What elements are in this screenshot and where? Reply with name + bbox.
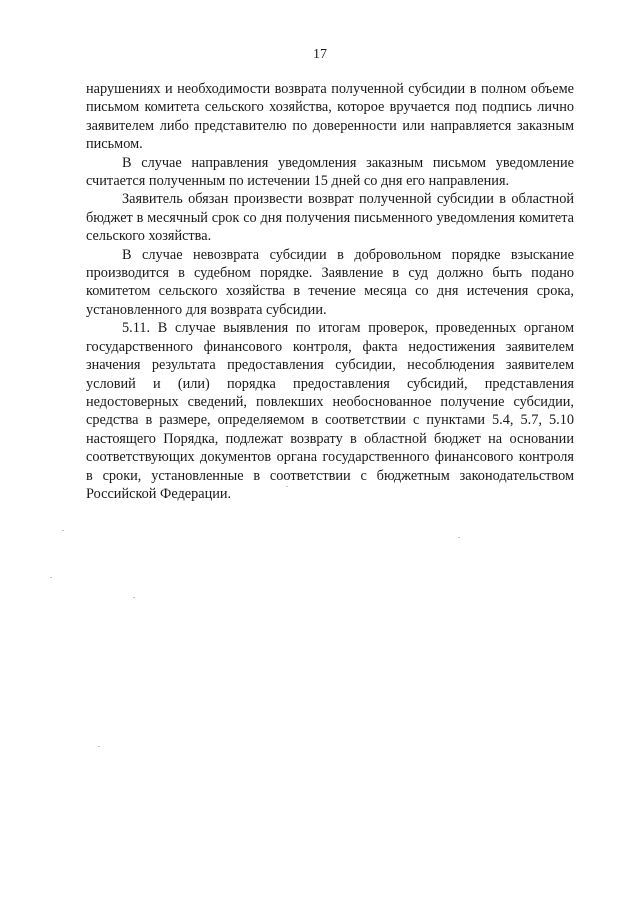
- paragraph-1: нарушениях и необходимости возврата полученной субсидии в полном объеме письмом комитета сельского хозяйства, которое вручается под подпись лично заявителем либо представителю по доверенности или направляется заказным письмом.: [86, 81, 574, 153]
- body-text: [86, 80, 574, 503]
- paragraph-2: В случае направления уведомления заказным письмом уведомление считается полученным по истечении 15 дней со дня его направления.: [86, 154, 574, 190]
- paragraph-3: Заявитель обязан произвести возврат полученной субсидии в областной бюджет в месячный срок со дня получения письменного уведомления комитета сельского хозяйства.: [86, 191, 574, 245]
- scan-speck: [98, 746, 100, 747]
- scan-speck: [458, 537, 460, 538]
- paragraph-5: 5.11. В случае выявления по итогам проверок, проведенных органом государственного финансового контроля, факта недостижения заявителем значения результата предоставления субсидии, несоблюдения заявителем условий и (или) порядка предоставления субсидий, представления недостоверных сведений, повлекших необоснованное получение субсидии, средства в размере, определяемом в соответствии с пунктами 5.4, 5.7, 5.10 настоящего Порядка, подлежат возврату в областной бюджет на основании соответствующих документов органа государственного финансового контроля в сроки, установленные в соответствии с бюджетным законодательством Российской Федерации.: [86, 320, 574, 502]
- scan-speck: [286, 486, 288, 487]
- scan-speck: [50, 577, 52, 578]
- paragraph-4: В случае невозврата субсидии в добровольном порядке взыскание производится в судебном порядке. Заявление в суд должно быть подано комитетом сельского хозяйства в течение месяца со дня истечения срока, установленного для возврата субсидии.: [86, 246, 574, 318]
- page-number: 17: [313, 47, 327, 62]
- scan-speck: [133, 597, 135, 598]
- scan-speck: [62, 530, 64, 531]
